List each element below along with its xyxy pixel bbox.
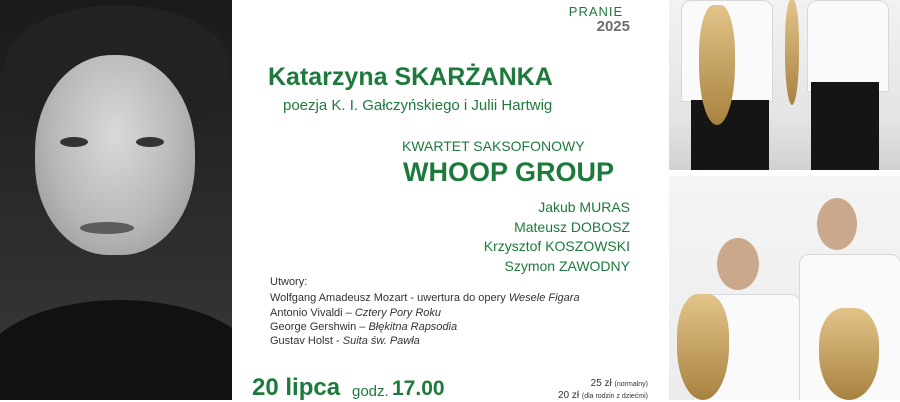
portrait-lips: [80, 222, 134, 234]
logo-name: PRANIE: [568, 4, 624, 19]
member-name: Krzysztof KOSZOWSKI: [483, 238, 630, 254]
festival-logo: [562, 4, 630, 36]
work-title: Wesele Figara: [508, 292, 580, 304]
work-composer: Wolfgang Amadeusz Mozart - uwertura do opery: [270, 292, 509, 304]
musician-pants: [811, 82, 879, 170]
musician-head: [717, 238, 759, 290]
saxophone: [677, 294, 729, 400]
member-name: Mateusz DOBOSZ: [514, 219, 630, 235]
musician-head: [817, 198, 857, 250]
member-name: Szymon ZAWODNY: [504, 258, 630, 274]
event-time: 17.00: [392, 377, 445, 400]
ensemble-name: WHOOP GROUP: [403, 157, 615, 187]
member-name: Jakub MURAS: [538, 199, 630, 215]
work-title: Suita św. Pawła: [342, 335, 420, 347]
saxophone: [785, 0, 799, 105]
work-composer: George Gershwin –: [270, 321, 369, 333]
program-work: [270, 321, 457, 333]
work-title: Cztery Pory Roku: [354, 307, 442, 319]
portrait-photo: [0, 0, 232, 400]
artist-subtitle: poezja K. I. Gałczyńskiego i Julii Hartwig: [283, 97, 553, 114]
program-work: [270, 292, 580, 304]
ticket-price: [508, 390, 648, 401]
saxophone: [699, 5, 735, 125]
program-title: Utwory:: [270, 276, 308, 288]
portrait-shoulders: [0, 300, 232, 400]
price-amount: 20 zł: [557, 390, 580, 401]
saxophone: [819, 308, 879, 400]
ticket-price: [508, 378, 648, 389]
event-date: 20 lipca: [252, 374, 341, 401]
quartet-photo-top: [669, 0, 900, 170]
portrait-eye-left: [60, 137, 88, 147]
quartet-photo-bottom: [669, 176, 900, 400]
work-title: Błękitna Rapsodia: [368, 321, 458, 333]
price-amount: 25 zł: [590, 378, 612, 389]
artist-name: Katarzyna SKARŻANKA: [268, 63, 553, 91]
price-note: (dla rodzin z dziećmi): [581, 393, 648, 400]
ensemble-type: KWARTET SAKSOFONOWY: [402, 138, 585, 154]
logo-year: 2025: [596, 18, 630, 35]
work-composer: Antonio Vivaldi –: [270, 307, 355, 319]
price-note: (normalny): [614, 381, 648, 388]
event-time-label: godz.: [352, 383, 389, 400]
portrait-eye-right: [136, 137, 164, 147]
musician-shirt: [807, 0, 889, 92]
program-work: [270, 335, 420, 347]
program-work: [270, 307, 441, 319]
work-composer: Gustav Holst -: [270, 335, 343, 347]
musician-pants: [691, 100, 769, 170]
